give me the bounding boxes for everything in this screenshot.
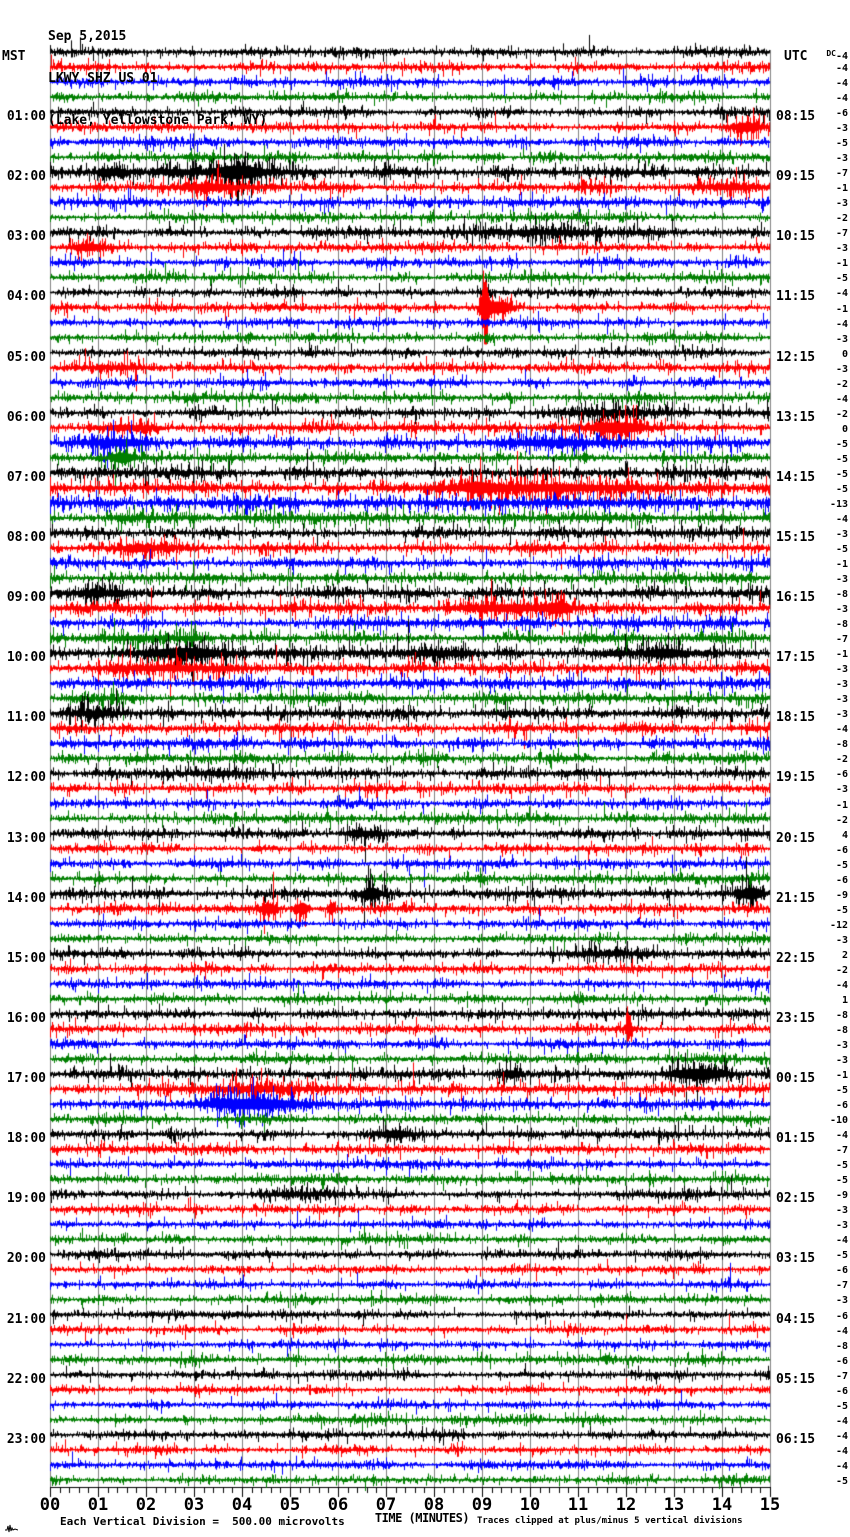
- dc-offset-value: -6: [835, 1100, 848, 1112]
- dc-offset-value: -3: [835, 1220, 848, 1232]
- mst-hour-label: 12:00: [6, 770, 46, 786]
- dc-offset-value: -8: [835, 619, 848, 631]
- dc-offset-value: -13: [829, 498, 848, 510]
- dc-offset-value: -9: [835, 1190, 848, 1202]
- dc-offset-value: -5: [835, 138, 848, 150]
- dc-offset-value: -3: [835, 1039, 848, 1051]
- dc-offset-value: -7: [835, 168, 848, 180]
- dc-offset-value: -1: [835, 1070, 848, 1082]
- mst-hour-label: 09:00: [6, 590, 46, 606]
- mst-hour-label: 10:00: [6, 650, 46, 666]
- dc-offset-value: -7: [835, 1145, 848, 1157]
- dc-offset-value: -3: [835, 243, 848, 255]
- dc-offset-value: -4: [835, 1430, 848, 1442]
- dc-offset-value: -8: [835, 1009, 848, 1021]
- dc-offset-value: -6: [835, 1265, 848, 1277]
- x-tick-label: 03: [183, 1495, 205, 1515]
- mst-hour-label: 19:00: [6, 1191, 46, 1207]
- dc-offset-value: -5: [835, 1250, 848, 1262]
- dc-offset-value: -6: [835, 844, 848, 856]
- utc-hour-label: 01:15: [776, 1131, 816, 1147]
- x-tick-label: 06: [327, 1495, 349, 1515]
- dc-offset-value: -1: [835, 183, 848, 195]
- dc-offset-value: -12: [829, 919, 848, 931]
- utc-hour-label: 00:15: [776, 1071, 816, 1087]
- dc-offset-value: -4: [835, 1325, 848, 1337]
- mst-hour-label: 23:00: [6, 1431, 46, 1447]
- dc-offset-value: -3: [835, 1205, 848, 1217]
- dc-offset-value: -1: [835, 258, 848, 270]
- mst-hour-label: 14:00: [6, 890, 46, 906]
- dc-offset-value: -1: [835, 559, 848, 571]
- mst-hour-label: 07:00: [6, 469, 46, 485]
- clip-note: Traces clipped at plus/minus 5 vertical divisions: [477, 1516, 743, 1526]
- dc-offset-value: -3: [835, 679, 848, 691]
- utc-hour-label: 12:15: [776, 349, 816, 365]
- dc-offset-value: -9: [835, 889, 848, 901]
- utc-hour-label: 16:15: [776, 590, 816, 606]
- x-tick-label: 04: [231, 1495, 253, 1515]
- dc-offset-value: -6: [835, 1385, 848, 1397]
- dc-offset-value: -7: [835, 1370, 848, 1382]
- dc-offset-value: -3: [835, 198, 848, 210]
- dc-offset-value: -3: [835, 528, 848, 540]
- mst-hour-label: 16:00: [6, 1010, 46, 1026]
- dc-prefix-label: DC: [826, 49, 836, 58]
- dc-offset-value: -5: [835, 543, 848, 555]
- utc-hour-label: 04:15: [776, 1311, 816, 1327]
- x-tick-label: 02: [135, 1495, 157, 1515]
- dc-offset-value: 4: [841, 829, 848, 841]
- mst-hour-label: 03:00: [6, 229, 46, 245]
- dc-offset-value: -8: [835, 1024, 848, 1036]
- mst-hour-label: 06:00: [6, 409, 46, 425]
- dc-offset-value: -4: [835, 318, 848, 330]
- mst-hour-label: 20:00: [6, 1251, 46, 1267]
- dc-offset-value: -6: [835, 108, 848, 120]
- mst-hour-label: 17:00: [6, 1071, 46, 1087]
- utc-hour-label: 03:15: [776, 1251, 816, 1267]
- dc-offset-value: -3: [835, 153, 848, 165]
- x-tick-label: 07: [375, 1495, 397, 1515]
- dc-offset-value: -3: [835, 934, 848, 946]
- x-tick-label: 08: [423, 1495, 445, 1515]
- x-tick-label: 15: [759, 1495, 781, 1515]
- dc-offset-value: -3: [835, 574, 848, 586]
- dc-offset-value: -5: [835, 1085, 848, 1097]
- x-tick-label: 14: [711, 1495, 733, 1515]
- dc-offset-value: -2: [835, 408, 848, 420]
- dc-offset-value: -4: [835, 1235, 848, 1247]
- dc-offset-value: -1: [835, 799, 848, 811]
- utc-hour-label: 08:15: [776, 109, 816, 125]
- dc-offset-value: -4: [835, 513, 848, 525]
- utc-hour-label: 20:15: [776, 830, 816, 846]
- x-tick-label: 10: [519, 1495, 541, 1515]
- dc-offset-value: -4: [835, 393, 848, 405]
- header-location: (Lake, Yellowstone Park, WY): [48, 113, 268, 128]
- mst-hour-label: 08:00: [6, 529, 46, 545]
- utc-hour-label: 09:15: [776, 169, 816, 185]
- mst-hour-label: 13:00: [6, 830, 46, 846]
- dc-offset-value: -3: [835, 694, 848, 706]
- dc-offset-value: -4: [835, 93, 848, 105]
- dc-offset-value: -4: [835, 979, 848, 991]
- utc-hour-label: 10:15: [776, 229, 816, 245]
- utc-hour-label: 05:15: [776, 1371, 816, 1387]
- dc-offset-value: -5: [835, 453, 848, 465]
- utc-hour-label: 22:15: [776, 950, 816, 966]
- dc-offset-value: -5: [835, 438, 848, 450]
- utc-hour-label: 17:15: [776, 650, 816, 666]
- utc-hour-label: 13:15: [776, 409, 816, 425]
- dc-offset-value: -3: [835, 784, 848, 796]
- plot-header: [48, 2, 267, 142]
- dc-offset-value: -3: [835, 363, 848, 375]
- scale-note: Each Vertical Division = 500.00 microvolts: [60, 1515, 345, 1528]
- dc-offset-value: -2: [835, 754, 848, 766]
- dc-offset-value: -2: [835, 213, 848, 225]
- dc-offset-value: -3: [835, 123, 848, 135]
- dc-offset-value: -3: [835, 1055, 848, 1066]
- dc-offset-value: $^{DC}$-4: [826, 49, 848, 62]
- mst-hour-label: 15:00: [6, 950, 46, 966]
- utc-hour-label: 21:15: [776, 890, 816, 906]
- dc-offset-value: -2: [835, 378, 848, 390]
- dc-offset-value: -6: [835, 874, 848, 886]
- left-axis-title: MST: [2, 49, 26, 64]
- dc-offset-value: -5: [835, 483, 848, 495]
- dc-offset-value: -4: [835, 1445, 848, 1457]
- dc-offset-value: 1: [841, 994, 848, 1006]
- mst-hour-label: 21:00: [6, 1311, 46, 1327]
- dc-offset-value: 2: [841, 949, 848, 961]
- x-tick-label: 09: [471, 1495, 493, 1515]
- x-axis-title: TIME (MINUTES): [374, 1511, 470, 1525]
- dc-offset-value: -6: [835, 769, 848, 781]
- seismo-wiggle-icon: [5, 1518, 18, 1537]
- dc-offset-value: -4: [835, 724, 848, 736]
- dc-offset-value: -8: [835, 739, 848, 751]
- dc-offset-value: -5: [835, 1400, 848, 1412]
- dc-offset-value: -5: [835, 1160, 848, 1172]
- dc-offset-value: -6: [835, 1355, 848, 1367]
- mst-hour-label: 02:00: [6, 169, 46, 185]
- x-tick-label: 00: [39, 1495, 61, 1515]
- header-date: Sep 5,2015: [48, 29, 127, 44]
- dc-offset-value: -1: [835, 303, 848, 315]
- dc-offset-value: -3: [835, 709, 848, 721]
- dc-offset-value: -3: [835, 604, 848, 616]
- dc-offset-value: -2: [835, 964, 848, 976]
- dc-offset-value: -2: [835, 814, 848, 826]
- mst-hour-label: 11:00: [6, 710, 46, 726]
- dc-offset-value: -10: [829, 1115, 848, 1127]
- header-station: LKWY SHZ US 01: [48, 71, 158, 86]
- dc-offset-value: -4: [835, 63, 848, 75]
- dc-offset-value: -5: [835, 1175, 848, 1187]
- dc-offset-value: -4: [835, 78, 848, 90]
- dc-offset-value: -5: [835, 904, 848, 916]
- dc-offset-value: -8: [835, 589, 848, 601]
- dc-offset-value: -7: [835, 1280, 848, 1292]
- x-tick-label: 01: [87, 1495, 109, 1515]
- mst-hour-label: 05:00: [6, 349, 46, 365]
- dc-offset-value: -8: [835, 1340, 848, 1352]
- dc-offset-value: 0: [841, 423, 848, 435]
- x-tick-label: 12: [615, 1495, 637, 1515]
- dc-offset-value: -4: [835, 1130, 848, 1142]
- dc-offset-value: -4: [835, 1415, 848, 1427]
- mst-hour-label: 22:00: [6, 1371, 46, 1387]
- dc-offset-value: -3: [835, 664, 848, 676]
- dc-offset-value: -6: [835, 1310, 848, 1322]
- dc-offset-value: -7: [835, 228, 848, 240]
- dc-offset-value: -7: [835, 634, 848, 646]
- x-tick-label: 11: [567, 1495, 589, 1515]
- dc-offset-value: -5: [835, 273, 848, 285]
- dc-offset-value: 0: [841, 348, 848, 360]
- x-tick-label: 05: [279, 1495, 301, 1515]
- dc-offset-value: -4: [835, 1460, 848, 1472]
- utc-hour-label: 19:15: [776, 770, 816, 786]
- right-axis-title: UTC: [784, 49, 808, 64]
- utc-hour-label: 11:15: [776, 289, 816, 305]
- utc-hour-label: 18:15: [776, 710, 816, 726]
- utc-hour-label: 15:15: [776, 529, 816, 545]
- dc-offset-value: -4: [835, 288, 848, 300]
- utc-hour-label: 02:15: [776, 1191, 816, 1207]
- utc-hour-label: 23:15: [776, 1010, 816, 1026]
- mst-hour-label: 04:00: [6, 289, 46, 305]
- x-tick-label: 13: [663, 1495, 685, 1515]
- dc-offset-value: -1: [835, 649, 848, 661]
- dc-offset-value: -5: [835, 468, 848, 480]
- utc-hour-label: 14:15: [776, 469, 816, 485]
- mst-hour-label: 18:00: [6, 1131, 46, 1147]
- mst-hour-label: 01:00: [6, 109, 46, 125]
- dc-offset-value: -5: [835, 1475, 848, 1487]
- dc-offset-value: -3: [835, 1295, 848, 1307]
- dc-offset-value: -5: [835, 859, 848, 871]
- dc-offset-value: -3: [835, 333, 848, 345]
- utc-hour-label: 06:15: [776, 1431, 816, 1447]
